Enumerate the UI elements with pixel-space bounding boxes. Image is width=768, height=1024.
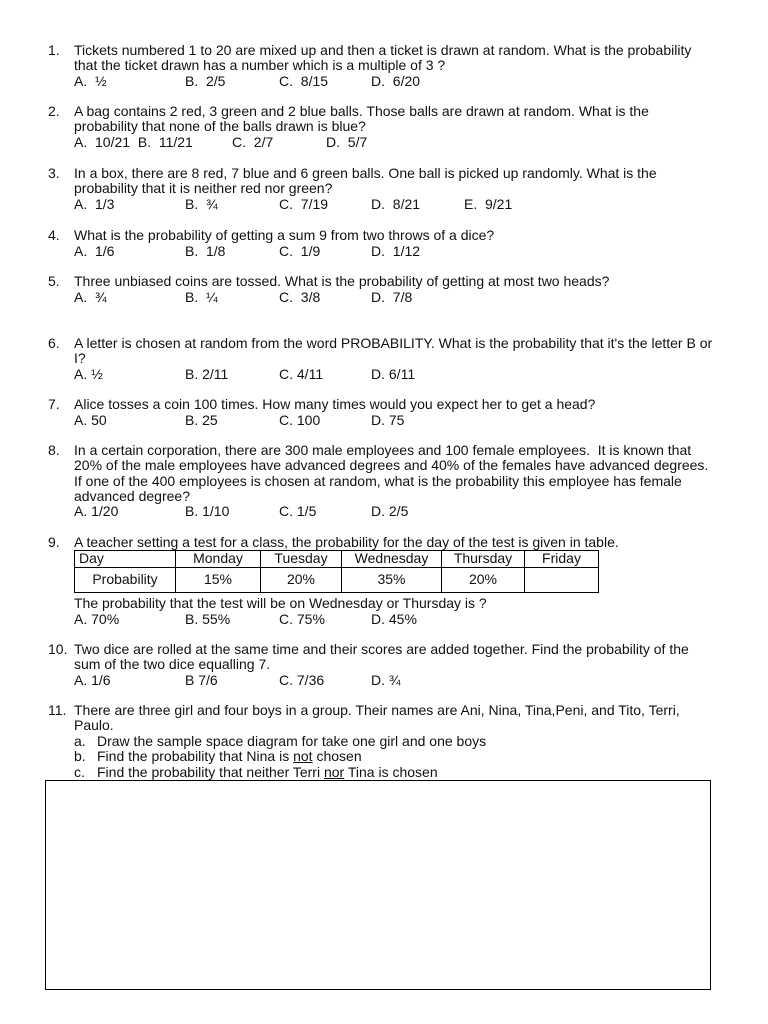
option-c: C. 8/15 <box>279 73 329 89</box>
question-text: What is the probability of getting a sum 9 from two throws of a dice? <box>74 227 495 243</box>
question-text: A letter is chosen at random from the word PROBABILITY. What is the probability that it's the letter B or I? <box>74 335 717 367</box>
question-text: There are three girl and four boys in a group. Their names are Ani, Nina, Tina,Peni, and Tito, Terri, Paulo. <box>74 702 684 734</box>
option-b: B. 2/5 <box>185 73 226 89</box>
subpart-letter: c. <box>74 764 85 780</box>
row-header: Day <box>75 551 176 568</box>
option-c: C. 4/11 <box>279 366 324 382</box>
question-followup-text: The probability that the test will be on Wednesday or Thursday is ? <box>74 595 487 611</box>
question-number: 5. <box>48 273 60 289</box>
underlined-word: nor <box>323 764 345 780</box>
table-row <box>75 551 599 568</box>
option-a-b: A. 10/21 B. 11/21 <box>74 134 193 150</box>
subpart-text: Draw the sample space diagram for take one girl and one boys <box>97 733 487 749</box>
question-number: 6. <box>48 335 60 351</box>
answer-options <box>74 244 714 260</box>
answer-options <box>74 413 714 429</box>
question-text: In a certain corporation, there are 300 male employees and 100 female employees. It is known that 20% of the male employees have advanced degrees and 40% of the females have advanced degrees. If one of the 400 employees is chosen at random, what is the probability this employee has female advanced degree? <box>74 442 717 505</box>
option-a: A. ¾ <box>74 289 107 305</box>
option-c: C. 1/5 <box>279 503 317 519</box>
question-number: 3. <box>48 165 60 181</box>
option-d: D. 8/21 <box>371 196 421 212</box>
subpart-letter: b. <box>74 748 86 764</box>
question-number: 2. <box>48 103 60 119</box>
option-b: B. 25 <box>185 412 218 428</box>
option-b: B. ¾ <box>185 196 218 212</box>
option-d: D. 2/5 <box>371 503 409 519</box>
answer-box[interactable] <box>45 780 711 990</box>
table-cell: Monday <box>176 551 261 568</box>
answer-options <box>74 504 714 520</box>
question-text: Tickets numbered 1 to 20 are mixed up and then a ticket is drawn at random. What is the probability that the ticket drawn has a number which is a multiple of 3 ? <box>74 42 696 74</box>
table-cell <box>525 568 599 593</box>
subpart-text: Find the probability that Nina is not chosen <box>97 748 362 764</box>
table-cell: 35% <box>342 568 442 593</box>
option-d: D. 45% <box>371 611 417 627</box>
option-a: A. ½ <box>74 366 103 382</box>
question-number: 9. <box>48 534 60 550</box>
table-cell: 20% <box>261 568 342 593</box>
option-e: E. 9/21 <box>464 196 513 212</box>
option-a: A. 1/6 <box>74 243 115 259</box>
answer-options <box>74 367 714 383</box>
option-b: B. 55% <box>185 611 231 627</box>
table-cell: Wednesday <box>342 551 442 568</box>
question-number: 1. <box>48 42 60 58</box>
probability-table <box>74 550 599 593</box>
question-text: A teacher setting a test for a class, the probability for the day of the test is given in table. <box>74 534 619 550</box>
option-a: A. 1/3 <box>74 196 115 212</box>
option-d: D. 75 <box>371 412 405 428</box>
option-b: B 7/6 <box>185 672 218 688</box>
question-text: Three unbiased coins are tossed. What is the probability of getting at most two heads? <box>74 273 610 289</box>
table-row <box>75 568 599 593</box>
option-c: C. 1/9 <box>279 243 321 259</box>
option-c: C. 7/36 <box>279 672 325 688</box>
option-b: B. 2/11 <box>185 366 229 382</box>
option-c: C. 3/8 <box>279 289 321 305</box>
option-d: D. ¾ <box>371 672 401 688</box>
question-text: A bag contains 2 red, 3 green and 2 blue balls. Those balls are drawn at random. What is the probability that none of the balls drawn is blue? <box>74 103 653 135</box>
question-number: 4. <box>48 227 60 243</box>
option-a: A. 70% <box>74 611 120 627</box>
question-number: 10. <box>48 641 68 657</box>
option-d: D. 6/11 <box>371 366 416 382</box>
question-number: 11. <box>48 702 67 718</box>
option-a: A. ½ <box>74 73 107 89</box>
table-cell: Tuesday <box>261 551 342 568</box>
option-a: A. 50 <box>74 412 107 428</box>
option-b: B. ¼ <box>185 289 218 305</box>
table-cell: 20% <box>442 568 525 593</box>
underlined-word: not <box>293 748 313 764</box>
table-cell: Thursday <box>442 551 525 568</box>
table-cell: Friday <box>525 551 599 568</box>
option-a: A. 1/6 <box>74 672 111 688</box>
option-a: A. 1/20 <box>74 503 119 519</box>
subpart-text: Find the probability that neither Terri nor Tina is chosen <box>97 764 438 780</box>
answer-options <box>74 290 714 306</box>
option-d: D. 6/20 <box>371 73 421 89</box>
answer-options <box>74 673 714 689</box>
option-d: D. 1/12 <box>371 243 421 259</box>
answer-options <box>74 612 714 628</box>
row-header: Probability <box>75 568 176 593</box>
question-text: In a box, there are 8 red, 7 blue and 6 green balls. One ball is picked up randomly. What is the probability that it is neither red nor green? <box>74 165 661 197</box>
option-c: C. 100 <box>279 412 321 428</box>
question-text: Two dice are rolled at the same time and their scores are added together. Find the probability of the sum of the two dice equalling 7. <box>74 641 693 673</box>
option-d: D. 7/8 <box>371 289 413 305</box>
question-text: Alice tosses a coin 100 times. How many times would you expect her to get a head? <box>74 396 596 412</box>
option-c: C. 7/19 <box>279 196 329 212</box>
table-cell: 15% <box>176 568 261 593</box>
answer-options <box>74 74 714 90</box>
option-b: B. 1/8 <box>185 243 226 259</box>
answer-options <box>74 135 714 151</box>
answer-options <box>74 197 714 213</box>
question-number: 7. <box>48 396 60 412</box>
subpart-letter: a. <box>74 733 86 749</box>
option-d: D. 5/7 <box>326 134 368 150</box>
option-b: B. 1/10 <box>185 503 230 519</box>
option-c: C. 75% <box>279 611 325 627</box>
question-number: 8. <box>48 442 60 458</box>
option-c: C. 2/7 <box>232 134 274 150</box>
